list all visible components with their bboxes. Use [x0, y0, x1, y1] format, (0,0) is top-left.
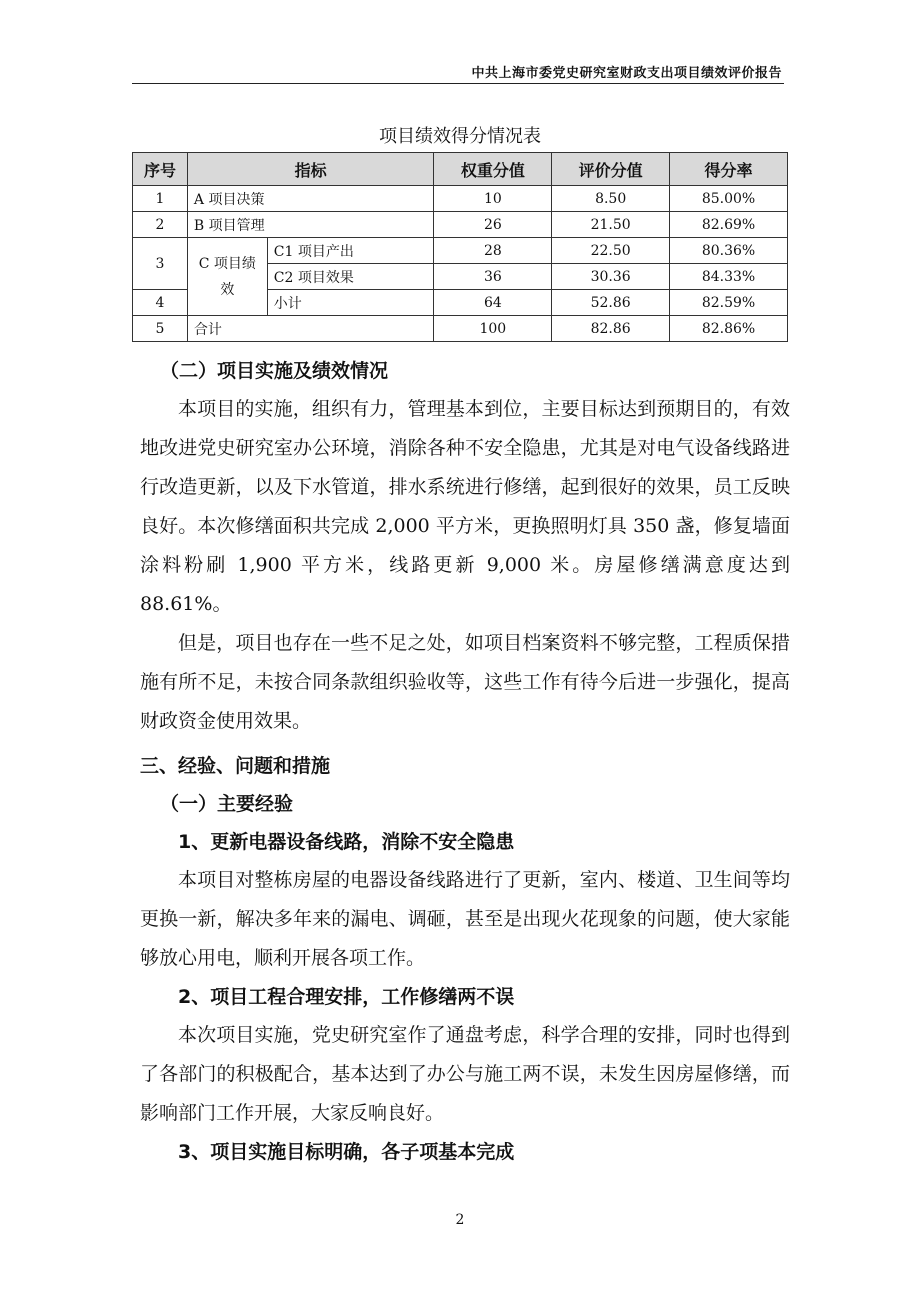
row-score: 22.50 [552, 238, 670, 264]
row-score: 30.36 [552, 264, 670, 290]
row-weight: 36 [434, 264, 552, 290]
row-indicator: A 项目决策 [187, 186, 434, 212]
row-rate: 82.69% [670, 212, 788, 238]
table-row [133, 238, 788, 264]
section-heading: 1、更新电器设备线路，消除不安全隐患 [178, 831, 515, 853]
paragraph: 本次项目实施，党史研究室作了通盘考虑，科学合理的安排，同时也得到了各部门的积极配合，基本达到了办公与施工两不误，未发生因房屋修缮，而影响部门工作开展，大家反响良好。 [140, 1024, 790, 1124]
row-weight: 28 [434, 238, 552, 264]
row-indicator: 小计 [267, 290, 434, 316]
row-indicator: C2 项目效果 [267, 264, 434, 290]
row-rate: 80.36% [670, 238, 788, 264]
section-heading: （二）项目实施及绩效情况 [160, 360, 389, 382]
row-rate: 84.33% [670, 264, 788, 290]
paragraph: 本项目的实施，组织有力，管理基本到位，主要目标达到预期目的，有效地改进党史研究室办公环境，消除各种不安全隐患，尤其是对电气设备线路进行改造更新，以及下水管道，排水系统进行修缮，起到很好的效果，员工反映良好。本次修缮面积共完成 2,000 平方米，更换照明灯具 350 盏，修复墙面涂料粉刷 1,900 平方米，线路更新 9,000 米。房屋修缮满意度达到 88.61%。 [140, 398, 790, 615]
row-score: 8.50 [552, 186, 670, 212]
table-row [133, 316, 788, 342]
row-indicator: B 项目管理 [187, 212, 434, 238]
paragraph: 本项目对整栋房屋的电器设备线路进行了更新，室内、楼道、卫生间等均更换一新，解决多年来的漏电、调砸，甚至是出现火花现象的问题，使大家能够放心用电，顺利开展各项工作。 [140, 869, 790, 969]
row-score: 82.86 [552, 316, 670, 342]
row-rate: 82.86% [670, 316, 788, 342]
table-row [133, 186, 788, 212]
table-title: 项目绩效得分情况表 [379, 126, 541, 147]
header-rate: 得分率 [670, 153, 788, 186]
row-group: C 项目绩效 [187, 238, 267, 316]
row-no: 2 [133, 212, 188, 238]
row-score: 21.50 [552, 212, 670, 238]
page-header: 中共上海市委党史研究室财政支出项目绩效评价报告 [471, 66, 782, 81]
row-indicator: C1 项目产出 [267, 238, 434, 264]
row-rate: 82.59% [670, 290, 788, 316]
body-text [140, 352, 790, 1171]
row-rate: 85.00% [670, 186, 788, 212]
row-no: 3 [133, 238, 188, 290]
score-table [132, 152, 788, 342]
section-heading: 3、项目实施目标明确，各子项基本完成 [178, 1141, 515, 1163]
row-no: 1 [133, 186, 188, 212]
row-weight: 64 [434, 290, 552, 316]
row-score: 52.86 [552, 290, 670, 316]
paragraph: 但是，项目也存在一些不足之处，如项目档案资料不够完整，工程质保措施有所不足，未按合同条款组织验收等，这些工作有待今后进一步强化，提高财政资金使用效果。 [140, 632, 790, 732]
row-no: 5 [133, 316, 188, 342]
row-no: 4 [133, 290, 188, 316]
table-row [133, 212, 788, 238]
header-score: 评价分值 [552, 153, 670, 186]
header-indicator: 指标 [187, 153, 434, 186]
header-no: 序号 [133, 153, 188, 186]
header-weight: 权重分值 [434, 153, 552, 186]
page-number: 2 [455, 1212, 465, 1228]
table-header-row [133, 153, 788, 186]
section-heading: （一）主要经验 [160, 793, 294, 815]
header-rule [132, 83, 784, 84]
row-weight: 100 [434, 316, 552, 342]
row-indicator: 合计 [187, 316, 434, 342]
section-heading: 三、经验、问题和措施 [140, 755, 331, 777]
row-weight: 26 [434, 212, 552, 238]
row-weight: 10 [434, 186, 552, 212]
section-heading: 2、项目工程合理安排，工作修缮两不误 [178, 986, 515, 1008]
